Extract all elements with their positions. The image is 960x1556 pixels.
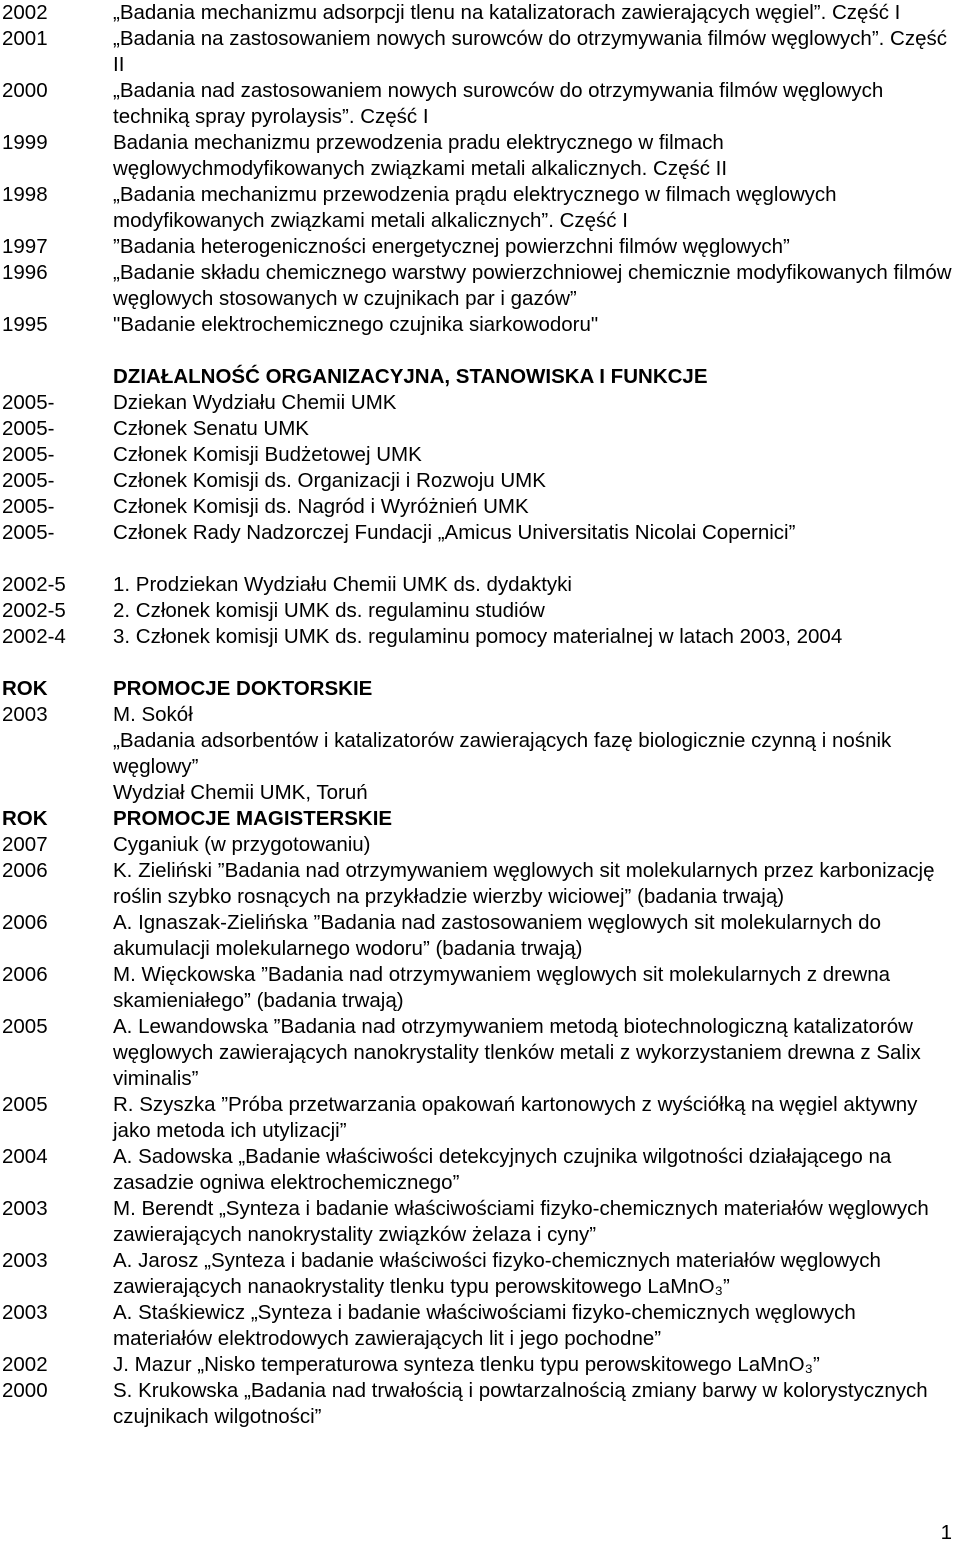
year: 2003 — [2, 1249, 48, 1272]
year: 2005- — [2, 417, 55, 440]
entry-text: A. Staśkiewicz „Synteza i badanie właściwościami fizyko-chemicznych węglowych materiałów elektrodowych zawierających lit i jego pochodne” — [113, 1301, 856, 1350]
entry-text: J. Mazur „Nisko temperaturowa synteza tlenku typu perowskitowego LaMnO₃” — [113, 1353, 820, 1376]
doctoral-heading-row — [0, 676, 960, 702]
year: 1996 — [2, 261, 48, 284]
entry-text: M. Berendt „Synteza i badanie właściwościami fizyko-chemicznych materiałów węglowych zawierających nanokrystality związków żelaza i cyny” — [113, 1197, 929, 1246]
entry-text: 3. Członek komisji UMK ds. regulaminu pomocy materialnej w latach 2003, 2004 — [113, 625, 843, 648]
research-topics-list — [0, 0, 960, 338]
list-item — [0, 832, 960, 858]
past-positions-list — [0, 572, 960, 650]
list-item — [0, 312, 960, 338]
year: 2003 — [2, 1301, 48, 1324]
list-item — [0, 910, 960, 962]
thesis-title: „Badania adsorbentów i katalizatorów zawierających fazę biologicznie czynną i nośnik węglowy” — [113, 729, 892, 778]
year: 2002-5 — [2, 573, 66, 596]
entry-text: A. Lewandowska ”Badania nad otrzymywaniem metodą biotechnologiczną katalizatorów węglowych zawierających nanokrystality tlenków metali z wykorzystaniem drewna z Salix viminalis” — [113, 1015, 921, 1090]
year: 2006 — [2, 859, 48, 882]
year: 2005- — [2, 469, 55, 492]
list-item — [0, 0, 960, 26]
list-item — [0, 130, 960, 182]
year: 2003 — [2, 703, 48, 726]
entry-text: A. Ignaszak-Zielińska ”Badania nad zastosowaniem węglowych sit molekularnych do akumulacji molekularnego wodoru” (badania trwają) — [113, 911, 881, 960]
list-item — [0, 1248, 960, 1300]
year: 2002-5 — [2, 599, 66, 622]
year: 1997 — [2, 235, 48, 258]
entry-text: „Badania nad zastosowaniem nowych surowców do otrzymywania filmów węglowych techniką spray pyrolaysis”. Część I — [113, 79, 884, 128]
year: 2002-4 — [2, 625, 66, 648]
year: 2001 — [2, 27, 48, 50]
entry-text: Członek Komisji ds. Nagród i Wyróżnień UMK — [113, 495, 529, 518]
page-number: 1 — [940, 1521, 952, 1544]
entry-text: Członek Senatu UMK — [113, 417, 309, 440]
entry-text: Członek Komisji Budżetowej UMK — [113, 443, 422, 466]
year: 2006 — [2, 911, 48, 934]
entry-text: „Badania mechanizmu przewodzenia prądu elektrycznego w filmach węglowych modyfikowanych związkami metali alkalicznych”. Część I — [113, 183, 837, 232]
list-item — [0, 390, 960, 416]
list-item — [0, 494, 960, 520]
entry-text: „Badania na zastosowaniem nowych surowców do otrzymywania filmów węglowych”. Część II — [113, 27, 948, 76]
list-item — [0, 1092, 960, 1144]
list-item — [0, 442, 960, 468]
list-item — [0, 858, 960, 910]
year: 2006 — [2, 963, 48, 986]
entry-text: A. Sadowska „Badanie właściwości detekcyjnych czujnika wilgotności działającego na zasadzie ogniwa elektrochemicznego” — [113, 1145, 892, 1194]
doctoral-heading: PROMOCJE DOKTORSKIE — [113, 677, 373, 700]
entry-text: Badania mechanizmu przewodzenia pradu elektrycznego w filmach węglowychmodyfikowanych związkami metali alkalicznych. Część II — [113, 131, 728, 180]
doctoral-section — [0, 676, 960, 806]
year: 2002 — [2, 1353, 48, 1376]
year: 2002 — [2, 1, 48, 24]
year: 2003 — [2, 1197, 48, 1220]
list-item — [0, 416, 960, 442]
list-item — [0, 78, 960, 130]
year: 2005 — [2, 1015, 48, 1038]
entry-text: K. Zieliński ”Badania nad otrzymywaniem węglowych sit molekularnych przez karbonizację roślin szybko rosnących na przykładzie wierzby wiciowej” (badania trwają) — [113, 859, 935, 908]
year: 1998 — [2, 183, 48, 206]
year: 1995 — [2, 313, 48, 336]
year: 2005- — [2, 521, 55, 544]
entry-text: Członek Komisji ds. Organizacji i Rozwoju UMK — [113, 469, 546, 492]
entry-text: „Badania mechanizmu adsorpcji tlenu na katalizatorach zawierających węgiel”. Część I — [113, 1, 901, 24]
entry-text: Członek Rady Nadzorczej Fundacji „Amicus Universitatis Nicolai Copernici” — [113, 521, 796, 544]
year-column-label: ROK — [2, 807, 48, 830]
entry-text: R. Szyszka ”Próba przetwarzania opakowań kartonowych z wyściółką na węgiel aktywny jako metoda ich utylizacji” — [113, 1093, 918, 1142]
entry-text: Dziekan Wydziału Chemii UMK — [113, 391, 397, 414]
list-item — [0, 572, 960, 598]
year: 2007 — [2, 833, 48, 856]
list-item — [0, 1144, 960, 1196]
list-item — [0, 728, 960, 780]
list-item — [0, 598, 960, 624]
list-item — [0, 1352, 960, 1378]
masters-heading: PROMOCJE MAGISTERSKIE — [113, 807, 393, 830]
year: 2004 — [2, 1145, 48, 1168]
entry-text: ”Badania heterogeniczności energetycznej powierzchni filmów węglowych” — [113, 235, 790, 258]
list-item — [0, 780, 960, 806]
list-item — [0, 624, 960, 650]
entry-text: 2. Członek komisji UMK ds. regulaminu studiów — [113, 599, 545, 622]
year: 2000 — [2, 1379, 48, 1402]
list-item — [0, 468, 960, 494]
list-item — [0, 26, 960, 78]
masters-section — [0, 806, 960, 1430]
entry-text: 1. Prodziekan Wydziału Chemii UMK ds. dydaktyki — [113, 573, 572, 596]
year-column-label: ROK — [2, 677, 48, 700]
entry-text: A. Jarosz „Synteza i badanie właściwości fizyko-chemicznych materiałów węglowych zawierających nanaokrystality tlenku typu perowskitowego LaMnO₃” — [113, 1249, 881, 1298]
list-item — [0, 260, 960, 312]
list-item — [0, 1196, 960, 1248]
masters-heading-row — [0, 806, 960, 832]
positions-list — [0, 390, 960, 546]
year: 2005- — [2, 391, 55, 414]
entry-text: "Badanie elektrochemicznego czujnika siarkowodoru" — [113, 313, 599, 336]
list-item — [0, 520, 960, 546]
list-item — [0, 1378, 960, 1430]
year: 2005- — [2, 495, 55, 518]
list-item — [0, 234, 960, 260]
list-item — [0, 182, 960, 234]
list-item — [0, 1014, 960, 1092]
year: 2005- — [2, 443, 55, 466]
entry-text: Cyganiuk (w przygotowaniu) — [113, 833, 371, 856]
student-name: M. Sokół — [113, 703, 193, 726]
year: 2005 — [2, 1093, 48, 1116]
list-item — [0, 702, 960, 728]
org-section-heading: DZIAŁALNOŚĆ ORGANIZACYJNA, STANOWISKA I FUNKCJE — [113, 365, 708, 388]
entry-text: S. Krukowska „Badania nad trwałością i powtarzalnością zmiany barwy w kolorystycznych czujnikach wilgotności” — [113, 1379, 928, 1428]
year: 1999 — [2, 131, 48, 154]
list-item — [0, 1300, 960, 1352]
list-item — [0, 962, 960, 1014]
entry-text: „Badanie składu chemicznego warstwy powierzchniowej chemicznie modyfikowanych filmów węglowych stosowanych w czujnikach par i gazów” — [113, 261, 952, 310]
entry-text: M. Więckowska ”Badania nad otrzymywaniem węglowych sit molekularnych z drewna skamieniałego” (badania trwają) — [113, 963, 891, 1012]
org-section-heading-row — [0, 364, 960, 390]
faculty: Wydział Chemii UMK, Toruń — [113, 781, 368, 804]
year: 2000 — [2, 79, 48, 102]
